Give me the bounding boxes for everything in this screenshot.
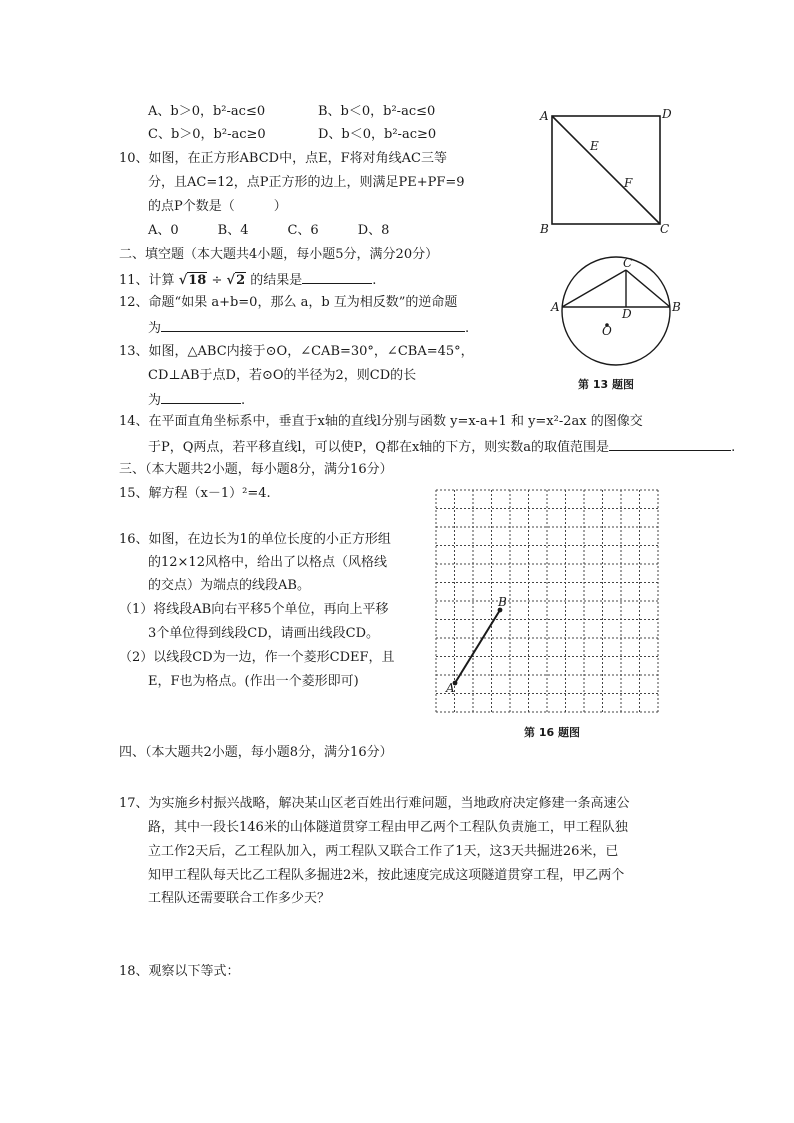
section-4-header: 四、（本大题共2小题，每小题8分，满分16分） — [119, 745, 393, 760]
label-a: A — [551, 300, 560, 314]
q9-option-c: C、b＞0，b²-ac≥0 — [148, 127, 266, 142]
q12-prefix: 为 — [148, 321, 162, 336]
segment-ac — [562, 270, 626, 307]
label-a: A — [446, 681, 455, 695]
label-c: C — [660, 222, 670, 236]
label-d: D — [622, 307, 632, 321]
sqrt-2: √2 — [226, 273, 246, 288]
q14-end: . — [731, 440, 736, 455]
section-3-header: 三、（本大题共2小题，每小题8分，满分16分） — [119, 462, 393, 477]
figure-grid-16 — [430, 484, 666, 724]
q13-end: . — [241, 393, 246, 408]
q16-sub1-line1: （1）将线段AB向右平移5个单位，再向上平移 — [119, 602, 389, 617]
q11-divide-sign: ÷ — [211, 273, 223, 288]
label-o: O — [602, 324, 612, 338]
sqrt-2-radicand: 2 — [236, 273, 246, 288]
segment-ab — [455, 610, 500, 683]
q16-sub2-line1: （2）以线段CD为一边，作一个菱形CDEF，且 — [119, 650, 395, 665]
q14-answer-blank[interactable] — [609, 438, 731, 451]
q17-line1: 17、为实施乡村振兴战略，解决某山区老百姓出行难问题，当地政府决定修建一条高速公 — [119, 796, 630, 811]
q11-end: . — [372, 273, 377, 288]
q13-prefix: 为 — [148, 393, 162, 408]
figure-16-caption: 第 16 题图 — [524, 726, 580, 739]
label-b: B — [672, 300, 681, 314]
q11-answer-blank[interactable] — [302, 271, 372, 284]
q18-text: 18、观察以下等式： — [119, 964, 240, 979]
label-e: E — [590, 139, 599, 153]
q13-answer-blank[interactable] — [161, 391, 241, 404]
q10-line1: 10、如图，在正方形ABCD中，点E，F将对角线AC三等 — [119, 151, 447, 166]
q17-line4: 知甲工程队每天比乙工程队多掘进2米，按此速度完成这项隧道贯穿工程，甲乙两个 — [148, 868, 625, 883]
q15-text: 15、解方程（x－1）²=4. — [119, 486, 271, 501]
label-b: B — [498, 595, 507, 609]
figure-13-caption: 第 13 题图 — [578, 378, 634, 391]
q16-line2: 的12×12风格中，给出了以格点（风格线 — [148, 555, 387, 570]
q12-answer-blank[interactable] — [161, 319, 465, 332]
q16-line3: 的交点）为端点的线段AB。 — [148, 578, 310, 593]
q12-end: . — [465, 321, 470, 336]
label-b: B — [540, 222, 549, 236]
q10-line2: 分，且AC=12，点P正方形的边上，则满足PE+PF=9 — [148, 175, 465, 190]
sqrt-18-radicand: 18 — [188, 273, 207, 288]
q13-line3 — [148, 391, 245, 409]
segment-bc — [626, 270, 670, 307]
q11-prefix: 11、计算 — [119, 273, 175, 288]
q9-option-d: D、b＜0，b²-ac≥0 — [318, 127, 437, 142]
q10-options: A、0 B、4 C、6 D、8 — [148, 223, 390, 238]
q14-text: 于P，Q两点，若平移直线l，可以使P，Q都在x轴的下方，则实数a的取值范围是 — [148, 440, 610, 455]
q14-line2 — [148, 438, 735, 456]
q16-sub1-line2: 3个单位得到线段CD，请画出线段CD。 — [148, 626, 380, 641]
label-a: A — [540, 109, 549, 123]
q13-line1: 13、如图，△ABC内接于⊙O，∠CAB=30°，∠CBA=45°， — [119, 344, 474, 359]
figure-circle-abc — [546, 255, 686, 375]
q13-line2: CD⊥AB于点D，若⊙O的半径为2，则CD的长 — [148, 368, 417, 383]
grid-lines — [436, 490, 658, 712]
diagonal-ac — [552, 116, 660, 224]
q11-line — [119, 271, 376, 289]
q9-option-a: A、b＞0，b²-ac≤0 — [148, 104, 266, 119]
q12-line2 — [148, 319, 469, 337]
q10-line3: 的点P个数是（ ） — [148, 199, 287, 214]
q16-line1: 16、如图，在边长为1的单位长度的小正方形组 — [119, 532, 391, 547]
q16-sub2-line2: E，F也为格点。(作出一个菱形即可) — [148, 674, 359, 689]
q17-line2: 路，其中一段长146米的山体隧道贯穿工程由甲乙两个工程队负责施工，甲工程队独 — [148, 820, 628, 835]
section-2-header: 二、填空题（本大题共4小题，每小题5分，满分20分） — [119, 247, 439, 262]
q17-line3: 立工作2天后，乙工程队加入，两工程队又联合工作了1天，这3天共掘进26米，已 — [148, 844, 619, 859]
sqrt-18: √18 — [178, 273, 207, 288]
circle-o — [562, 257, 670, 365]
figure-square-abcd — [536, 104, 676, 236]
label-f: F — [624, 176, 633, 190]
q17-line5: 工程队还需要联合工作多少天？ — [148, 891, 331, 906]
q12-line1: 12、命题“如果 a+b=0，那么 a，b 互为相反数”的逆命题 — [119, 295, 458, 310]
label-c: C — [623, 256, 633, 270]
q9-option-b: B、b＜0，b²-ac≤0 — [318, 104, 436, 119]
label-d: D — [662, 107, 672, 121]
q14-line1: 14、在平面直角坐标系中，垂直于x轴的直线l分别与函数 y=x-a+1 和 y=x²-2ax 的图像交 — [119, 414, 643, 429]
q11-suffix: 的结果是 — [250, 273, 303, 288]
